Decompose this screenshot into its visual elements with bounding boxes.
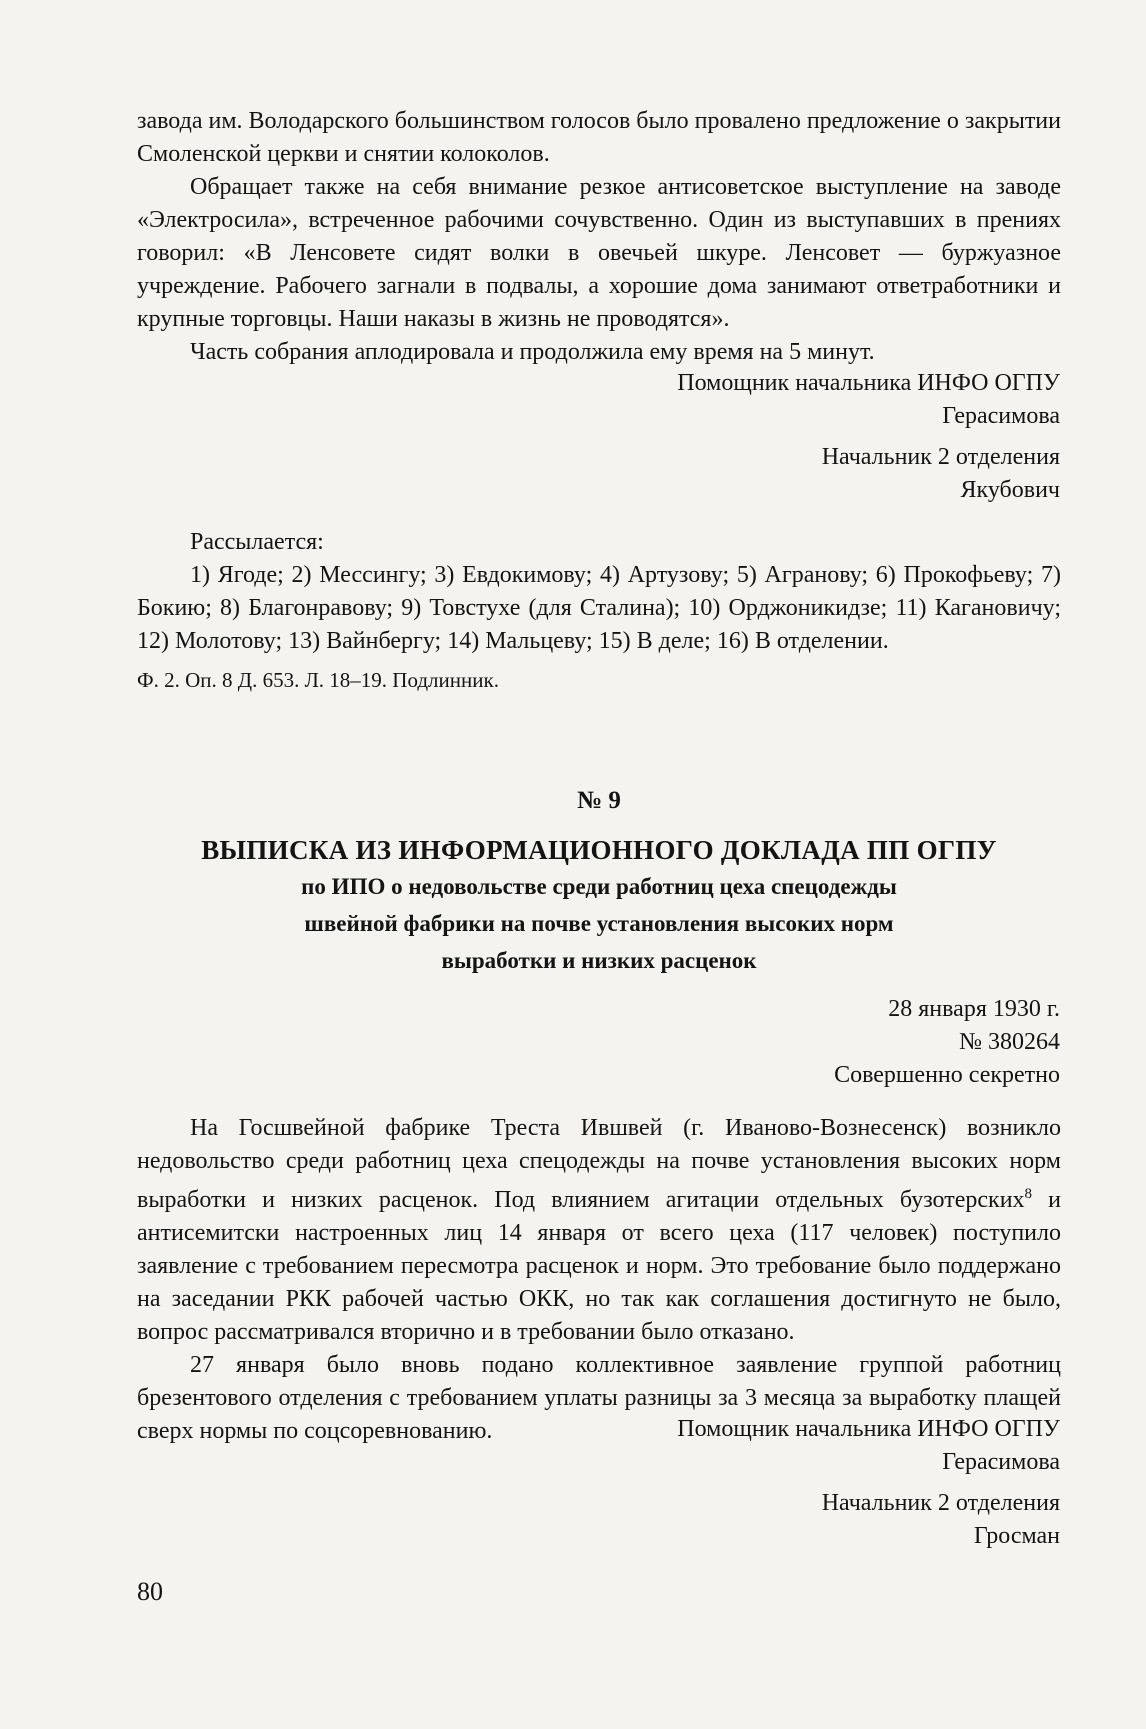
distribution-label: Рассылается: — [190, 529, 324, 555]
paragraph-text: На Госшвейной фабрике Треста Ившвей (г. Иваново-Вознесенск) возникло недовольство среди работниц цеха спецодежды на почве установления высоких норм выработки и низких расценок. Под влиянием агитации отдельных бузотерских — [137, 1115, 1061, 1213]
signatory-name: Якубович — [960, 477, 1060, 503]
paragraph: завода им. Володарского большинством голосов было провалено предложение о закрытии Смоленской церкви и снятии колоколов. — [137, 108, 1061, 167]
source-reference-text: Ф. 2. Оп. 8 Д. 653. Л. 18–19. Подлинник. — [137, 668, 499, 692]
signatory-title: Начальник 2 отделения — [821, 444, 1060, 470]
signatory-title: Начальник 2 отделения — [821, 1490, 1060, 1516]
document-meta — [834, 993, 1060, 1092]
paragraph-text: и антисемитски настроенных лиц 14 января от всего цеха (117 человек) поступило заявление с требованием пересмотра расценок и норм. Это требование было поддержано на заседании РКК рабочей частью ОКК, но так как соглашения достигнуто не было, вопрос рассматривался вторично и в требовании было отказано. — [137, 1187, 1062, 1345]
signatory-title: Помощник начальника ИНФО ОГПУ — [677, 370, 1060, 396]
source-reference — [137, 664, 1061, 697]
secrecy-stamp: Совершенно секретно — [834, 1062, 1060, 1088]
document-number: № 9 — [577, 787, 621, 814]
footnote-mark: 8 — [1024, 1186, 1033, 1202]
paragraph: Обращает также на себя внимание резкое антисоветское выступление на заводе «Электросила», встреченное рабочими сочувственно. Один из выступавших в прениях говорил: «В Ленсовете сидят волки в овечьей шкуре. Ленсовет — буржуазное учреждение. Рабочего загнали в подвалы, а хорошие дома занимают ответработники и крупные торговцы. Наши наказы в жизнь не проводятся». — [137, 174, 1061, 332]
paragraph: 27 января было вновь подано коллективное заявление группой работниц брезентового отделения с требованием уплаты разницы за 3 месяца за выработку плащей сверх нормы по соцсоревнованию. — [137, 1352, 1061, 1444]
document-body — [137, 1112, 1061, 1448]
distribution-recipients: 1) Ягоде; 2) Мессингу; 3) Евдокимову; 4) Артузову; 5) Агранову; 6) Прокофьеву; 7) Бокию; 8) Благонравову; 9) Товстухе (для Сталина); 10) Орджоникидзе; 11) Кагановичу; 12) Молотову; 13) Вайнбергу; 14) Мальцеву; 15) В деле; 16) В отделении. — [137, 562, 1061, 654]
signature-block-2 — [677, 1413, 1060, 1553]
subtitle-line: швейной фабрики на почве установления высоких норм — [304, 911, 894, 936]
document-reg-number: № 380264 — [959, 1029, 1060, 1055]
paragraph: Часть собрания аплодировала и продолжила ему время на 5 минут. — [190, 339, 875, 365]
top-text — [137, 105, 1061, 369]
page-number: 80 — [137, 1577, 163, 1606]
signature-block-1 — [677, 367, 1060, 507]
subtitle-line: выработки и низких расценок — [441, 948, 757, 973]
paragraph — [137, 1112, 1061, 1349]
signatory-name: Герасимова — [942, 1449, 1060, 1475]
document-date: 28 января 1930 г. — [888, 996, 1060, 1022]
subtitle-line: по ИПО о недовольстве среди работниц цеха спецодежды — [301, 874, 897, 899]
signatory-title: Помощник начальника ИНФО ОГПУ — [677, 1416, 1060, 1442]
distribution-list — [137, 526, 1061, 658]
document-subtitle — [137, 868, 1061, 979]
signatory-name: Гросман — [973, 1523, 1060, 1549]
document-title: ВЫПИСКА ИЗ ИНФОРМАЦИОННОГО ДОКЛАДА ПП ОГПУ — [201, 835, 997, 865]
signatory-name: Герасимова — [942, 403, 1060, 429]
